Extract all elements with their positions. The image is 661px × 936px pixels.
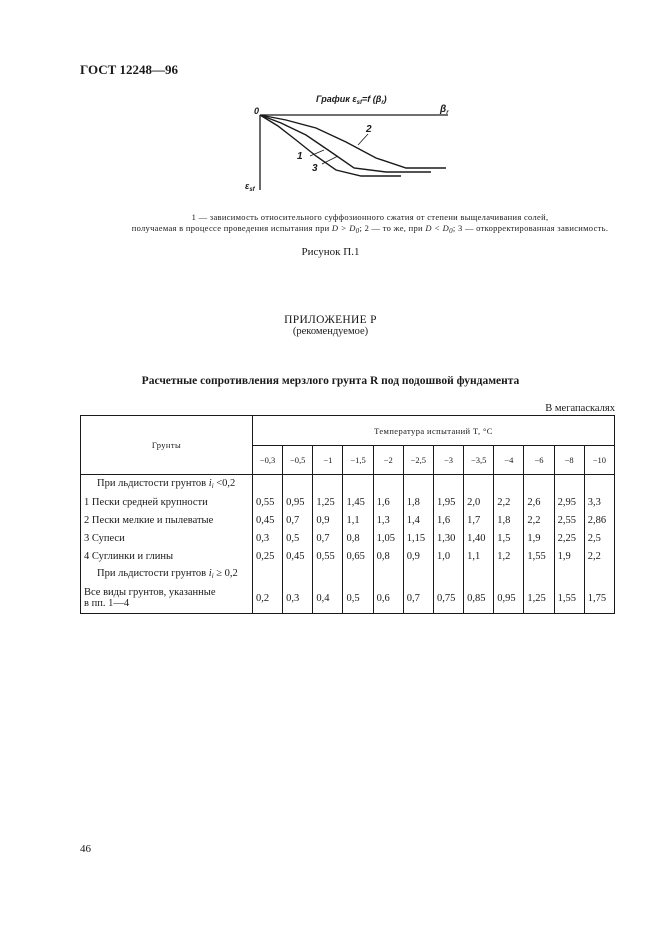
leader-3: [322, 156, 338, 164]
cell: 0,45: [283, 547, 313, 565]
cell: 2,55: [554, 511, 584, 529]
cell: 0,3: [256, 532, 270, 544]
cell: 0,2: [253, 583, 283, 614]
cell: 1,8: [403, 493, 433, 511]
temp-col: −2,5: [403, 446, 433, 475]
origin-label: 0: [254, 106, 260, 116]
cell: 0,5: [343, 583, 373, 614]
cell: 1,1: [464, 547, 494, 565]
cell: 1,4: [403, 511, 433, 529]
temp-col: −10: [584, 446, 614, 475]
header-temperature: Температура испытаний T, °C: [253, 416, 615, 446]
soil-name: 4 Суглинки и глины: [81, 547, 253, 565]
cell: 0,55: [256, 496, 275, 508]
table-row: [81, 511, 615, 529]
cell: 1,75: [584, 583, 614, 614]
figure-caption-line1: 1 — зависимость относительного суффозионного сжатия от степени выщелачивания солей,: [191, 212, 549, 222]
cell: 0,95: [283, 493, 313, 511]
temp-col: −3: [433, 446, 463, 475]
cell: 1,2: [494, 547, 524, 565]
section-header-high-ice: При льдистости грунтов $i_i \ge 0,2$: [81, 565, 253, 583]
table-row: [81, 547, 615, 565]
temp-col: −3,5: [464, 446, 494, 475]
page-number: 46: [80, 843, 91, 855]
cell: 2,95: [554, 493, 584, 511]
cell: 0,85: [464, 583, 494, 614]
cell: 2,2: [584, 547, 614, 565]
temp-col: −0,5: [283, 446, 313, 475]
cell: 2,2: [494, 493, 524, 511]
document-code: ГОСТ 12248—96: [80, 62, 179, 77]
table-units: В мегапаскалях: [545, 403, 615, 414]
cell: 1,7: [464, 511, 494, 529]
suffosion-graph: [236, 90, 466, 200]
soil-name: 2 Пески мелкие и пылеватые: [81, 511, 253, 529]
soil-name: 3 Супеси: [81, 529, 253, 547]
temp-col: −0,3: [253, 446, 283, 475]
cell: 0,95: [494, 583, 524, 614]
curve-label-2: 2: [366, 124, 372, 135]
section-header-low-ice: При льдистости грунтов $i_i <0,2$: [81, 475, 253, 494]
cell: 0,9: [313, 511, 343, 529]
cell: 2,0: [464, 493, 494, 511]
cell: 0,3: [283, 583, 313, 614]
table-row: [81, 529, 615, 547]
cell: 1,3: [373, 511, 403, 529]
cell: 0,7: [283, 511, 313, 529]
y-axis-label: $\varepsilon_{sf}$: [245, 181, 255, 193]
curve-label-1: 1: [297, 151, 303, 162]
cell: 1,45: [343, 493, 373, 511]
appendix-title: ПРИЛОЖЕНИЕ Р: [284, 314, 377, 326]
cell: 0,4: [313, 583, 343, 614]
temp-col: −4: [494, 446, 524, 475]
cell: 0,5: [283, 529, 313, 547]
table-title: Расчетные сопротивления мерзлого грунта R под подошвой фундамента: [141, 375, 520, 387]
cell: 1,40: [464, 529, 494, 547]
cell: 3,3: [584, 493, 614, 511]
temp-col: −1: [313, 446, 343, 475]
cell: 1,15: [403, 529, 433, 547]
appendix-subtitle: (рекомендуемое): [292, 326, 369, 337]
cell: 0,25: [256, 550, 275, 562]
curve-2: [260, 115, 446, 168]
cell: 1,05: [373, 529, 403, 547]
cell: 2,2: [524, 511, 554, 529]
cell: 1,25: [524, 583, 554, 614]
resistance-table: [80, 415, 615, 614]
cell: 1,0: [433, 547, 463, 565]
temp-col: −6: [524, 446, 554, 475]
cell: 1,95: [433, 493, 463, 511]
header-soil: Грунты: [81, 416, 253, 475]
curve-3: [260, 115, 401, 176]
temp-col: −2: [373, 446, 403, 475]
cell: 0,45: [256, 514, 275, 526]
cell: 0,7: [403, 583, 433, 614]
cell: 0,9: [403, 547, 433, 565]
cell: 2,5: [584, 529, 614, 547]
temp-col: −8: [554, 446, 584, 475]
cell: 1,1: [343, 511, 373, 529]
cell: 0,55: [313, 547, 343, 565]
cell: 1,9: [554, 547, 584, 565]
soil-name: Все виды грунтов, указанные в пп. 1—4: [81, 583, 253, 614]
table-row: [81, 583, 615, 614]
cell: 1,6: [373, 493, 403, 511]
x-axis-label: $\beta_r$: [440, 104, 449, 116]
cell: 1,9: [524, 529, 554, 547]
leader-2: [358, 134, 368, 145]
table-row: [81, 493, 615, 511]
cell: 0,8: [373, 547, 403, 565]
cell: 1,6: [433, 511, 463, 529]
cell: 2,6: [524, 493, 554, 511]
figure-label: Рисунок П.1: [301, 246, 360, 258]
cell: 0,75: [433, 583, 463, 614]
cell: 0,65: [343, 547, 373, 565]
soil-name: 1 Пески средней крупности: [81, 493, 253, 511]
curve-label-3: 3: [312, 163, 318, 174]
figure-caption-line2: получаемая в процессе проведения испытания при $D > D_0$; 2 — то же, при $D < D_0$; 3 — откорректированная зависимость.: [131, 223, 609, 235]
cell: 1,30: [433, 529, 463, 547]
temp-col: −1,5: [343, 446, 373, 475]
cell: 1,55: [524, 547, 554, 565]
cell: 1,25: [313, 493, 343, 511]
cell: 2,25: [554, 529, 584, 547]
cell: 0,8: [343, 529, 373, 547]
cell: 2,86: [584, 511, 614, 529]
curve-1: [260, 115, 431, 172]
cell: 1,8: [494, 511, 524, 529]
cell: 1,5: [494, 529, 524, 547]
cell: 0,7: [313, 529, 343, 547]
cell: 1,55: [554, 583, 584, 614]
graph-title: График $\varepsilon_{sf}=f$ $(\beta_r)$: [316, 94, 387, 106]
cell: 0,6: [373, 583, 403, 614]
